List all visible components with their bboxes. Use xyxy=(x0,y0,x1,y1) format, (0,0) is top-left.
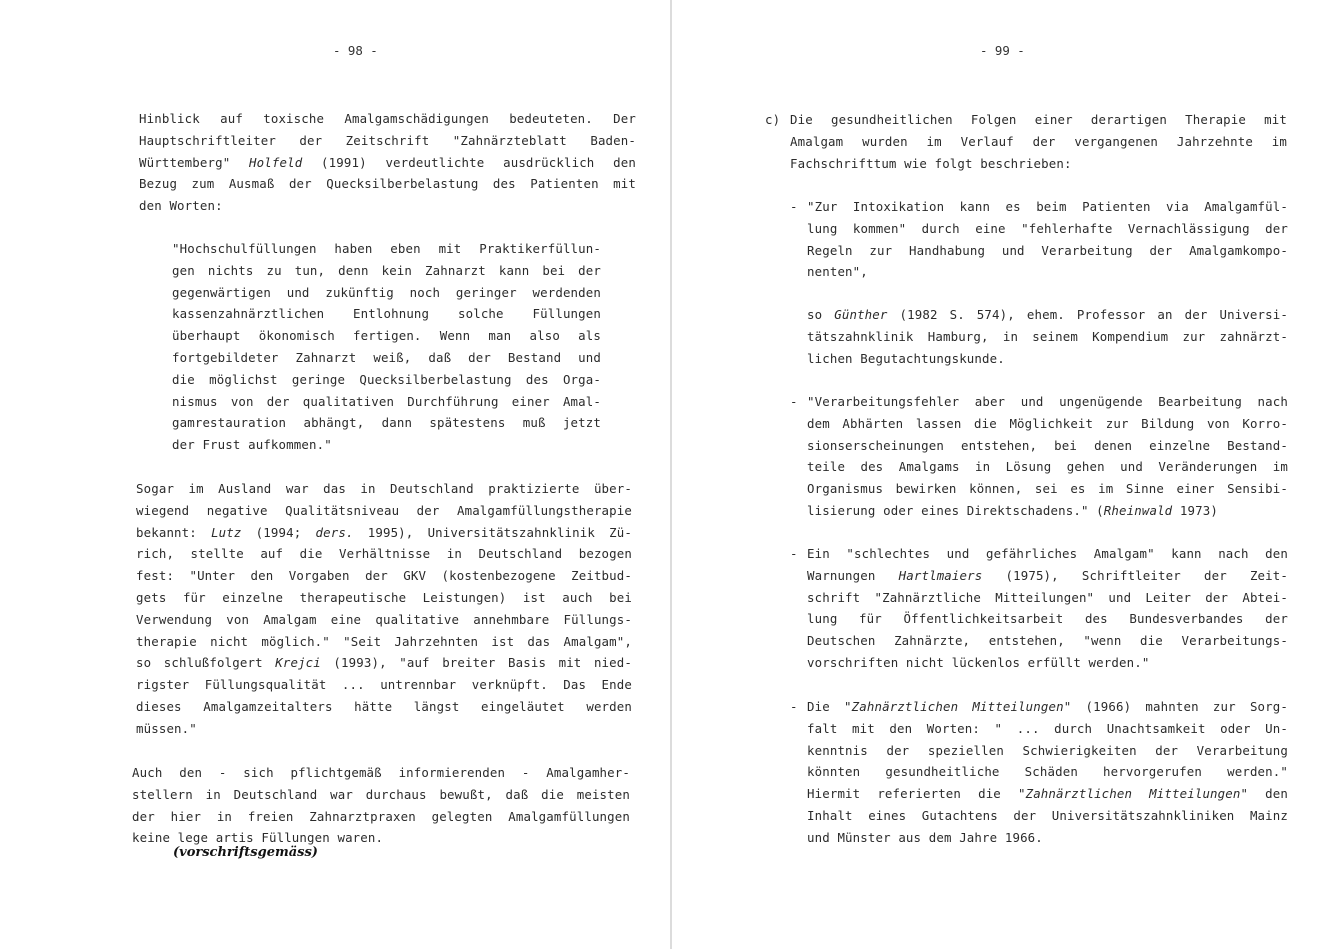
list-item xyxy=(807,391,1288,522)
text-line: keine lege artis Füllungen waren. xyxy=(132,830,384,846)
text-line: gets für einzelne therapeutische Leistungen) ist auch bei xyxy=(136,589,632,605)
text-line: rigster Füllungsqualität ... untrennbar verknüpft. Das Ende xyxy=(136,677,632,693)
text-line: lisierung oder eines Direktschadens." (Rheinwald 1973) xyxy=(807,502,1218,518)
text-line: die möglichst geringe Quecksilberbelastung des Orga- xyxy=(172,371,601,387)
text-line: Hiermit referierten die "Zahnärztlichen Mitteilungen" den xyxy=(807,786,1288,802)
text-line: wiegend negative Qualitätsniveau der Amalgamfüllungstherapie xyxy=(136,502,632,518)
bullet-marker: - xyxy=(790,394,798,409)
text-line: Hinblick auf toxische Amalgamschädigungen bedeuteten. Der xyxy=(139,111,636,126)
text-line: müssen." xyxy=(136,720,197,736)
text-line: stellern in Deutschland war durchaus bewußt, daß die meisten xyxy=(132,786,630,802)
text-line: Deutschen Zahnärzte, entstehen, "wenn die Verarbeitungs- xyxy=(807,633,1288,649)
text-line: der hier in freien Zahnarztpraxen gelegten Amalgamfüllungen xyxy=(132,808,630,824)
text-line: bekannt: Lutz (1994; ders. 1995), Universitätszahnklinik Zü- xyxy=(136,524,632,540)
list-item xyxy=(807,543,1288,674)
text-line: kassenzahnärztlichen Entlohnung solche Füllungen xyxy=(172,306,601,322)
page-number: - 99 - xyxy=(980,43,1025,58)
handwritten-note: (vorschriftsgemäss) xyxy=(173,845,318,860)
paragraph xyxy=(132,762,630,849)
text-line: therapie nicht möglich." "Seit Jahrzehnten ist das Amalgam", xyxy=(136,633,632,649)
text-line: "Zur Intoxikation kann es beim Patienten via Amalgamfül- xyxy=(807,199,1288,214)
text-line: dem Abhärten lassen die Möglichkeit zur Bildung von Korro- xyxy=(807,415,1288,431)
text-line: Ein "schlechtes und gefährliches Amalgam" kann nach den xyxy=(807,546,1288,561)
list-marker: c) xyxy=(765,112,781,127)
text-line: Die gesundheitlichen Folgen einer derartigen Therapie mit xyxy=(790,112,1287,127)
text-line: kenntnis der speziellen Schwierigkeiten der Verarbeitung xyxy=(807,742,1288,758)
text-line: nismus von der qualitativen Durchführung einer Amal- xyxy=(172,393,601,409)
text-line: dieses Amalgamzeitalters hätte längst eingeläutet werden xyxy=(136,698,632,714)
paragraph xyxy=(790,109,1287,174)
text-line: "Verarbeitungsfehler aber und ungenügende Bearbeitung nach xyxy=(807,394,1288,409)
text-line: gamrestauration abhängt, dann spätestens muß jetzt xyxy=(172,415,601,431)
list-item xyxy=(807,696,1288,849)
list-item xyxy=(807,196,1288,283)
text-line: könnten gesundheitliche Schäden hervorgerufen werden." xyxy=(807,764,1288,780)
text-line: überhaupt ökonomisch fertigen. Wenn man also als xyxy=(172,328,601,344)
text-line: Organismus bewirken können, sei es im Sinne einer Sensibi- xyxy=(807,481,1288,497)
right-page xyxy=(672,0,1342,949)
text-line: Hauptschriftleiter der Zeitschrift "Zahnärzteblatt Baden- xyxy=(139,132,636,148)
text-line: "Hochschulfüllungen haben eben mit Praktikerfüllun- xyxy=(172,241,601,256)
bullet-marker: - xyxy=(790,699,798,714)
text-line: rich, stellte auf die Verhältnisse in Deutschland bezogen xyxy=(136,546,632,562)
text-line: Amalgam wurden im Verlauf der vergangenen Jahrzehnte im xyxy=(790,133,1287,149)
text-line: nenten", xyxy=(807,264,868,280)
text-line: Sogar im Ausland war das in Deutschland praktizierte über- xyxy=(136,481,632,496)
text-line: Württemberg" Holfeld (1991) verdeutlichte ausdrücklich den xyxy=(139,154,636,170)
page-number: - 98 - xyxy=(333,43,378,58)
text-line: Regeln zur Handhabung und Verarbeitung der Amalgamkompo- xyxy=(807,242,1288,258)
bullet-marker: - xyxy=(790,199,798,214)
text-line: fest: "Unter den Vorgaben der GKV (kostenbezogene Zeitbud- xyxy=(136,568,632,584)
text-line: fortgebildeter Zahnarzt weiß, daß der Bestand und xyxy=(172,349,601,365)
list-item-continuation xyxy=(807,304,1288,369)
text-line: den Worten: xyxy=(139,198,223,214)
text-line: teile des Amalgams in Lösung gehen und Veränderungen im xyxy=(807,459,1288,475)
text-line: lung kommen" durch eine "fehlerhafte Vernachlässigung der xyxy=(807,220,1288,236)
text-line: falt mit den Worten: " ... durch Unachtsamkeit oder Un- xyxy=(807,720,1288,736)
text-line: schrift "Zahnärztliche Mitteilungen" und Leiter der Abtei- xyxy=(807,589,1288,605)
text-line: lichen Begutachtungskunde. xyxy=(807,350,1005,366)
paragraph xyxy=(136,478,632,740)
text-line: so Günther (1982 S. 574), ehem. Professor an der Universi- xyxy=(807,307,1288,322)
text-line: Inhalt eines Gutachtens der Universitätszahnkliniken Mainz xyxy=(807,807,1288,823)
text-line: der Frust aufkommen." xyxy=(172,437,332,453)
block-quote xyxy=(172,238,601,456)
text-line: so schlußfolgert Krejci (1993), "auf breiter Basis mit nied- xyxy=(136,655,632,671)
text-line: gen nichts zu tun, denn kein Zahnarzt kann bei der xyxy=(172,262,601,278)
text-line: sionserscheinungen entstehen, bei denen einzelne Bestand- xyxy=(807,437,1288,453)
text-line: Bezug zum Ausmaß der Quecksilberbelastung des Patienten mit xyxy=(139,176,636,192)
text-line: gegenwärtigen und zukünftig noch geringer werdenden xyxy=(172,284,601,300)
text-line: Verwendung von Amalgam eine qualitative annehmbare Füllungs- xyxy=(136,611,632,627)
text-line: und Münster aus dem Jahre 1966. xyxy=(807,829,1043,845)
text-line: Die "Zahnärztlichen Mitteilungen" (1966) mahnten zur Sorg- xyxy=(807,699,1288,714)
text-line: lung für Öffentlichkeitsarbeit des Bundesverbandes der xyxy=(807,611,1288,627)
text-line: tätszahnklinik Hamburg, in seinem Kompendium zur zahnärzt- xyxy=(807,328,1288,344)
paragraph xyxy=(139,108,636,217)
text-line: vorschriften nicht lückenlos erfüllt werden." xyxy=(807,654,1150,670)
bullet-marker: - xyxy=(790,546,798,561)
text-line: Auch den - sich pflichtgemäß informierenden - Amalgamher- xyxy=(132,765,630,780)
text-line: Fachschrifttum wie folgt beschrieben: xyxy=(790,155,1072,171)
text-line: Warnungen Hartlmaiers (1975), Schriftleiter der Zeit- xyxy=(807,567,1288,583)
